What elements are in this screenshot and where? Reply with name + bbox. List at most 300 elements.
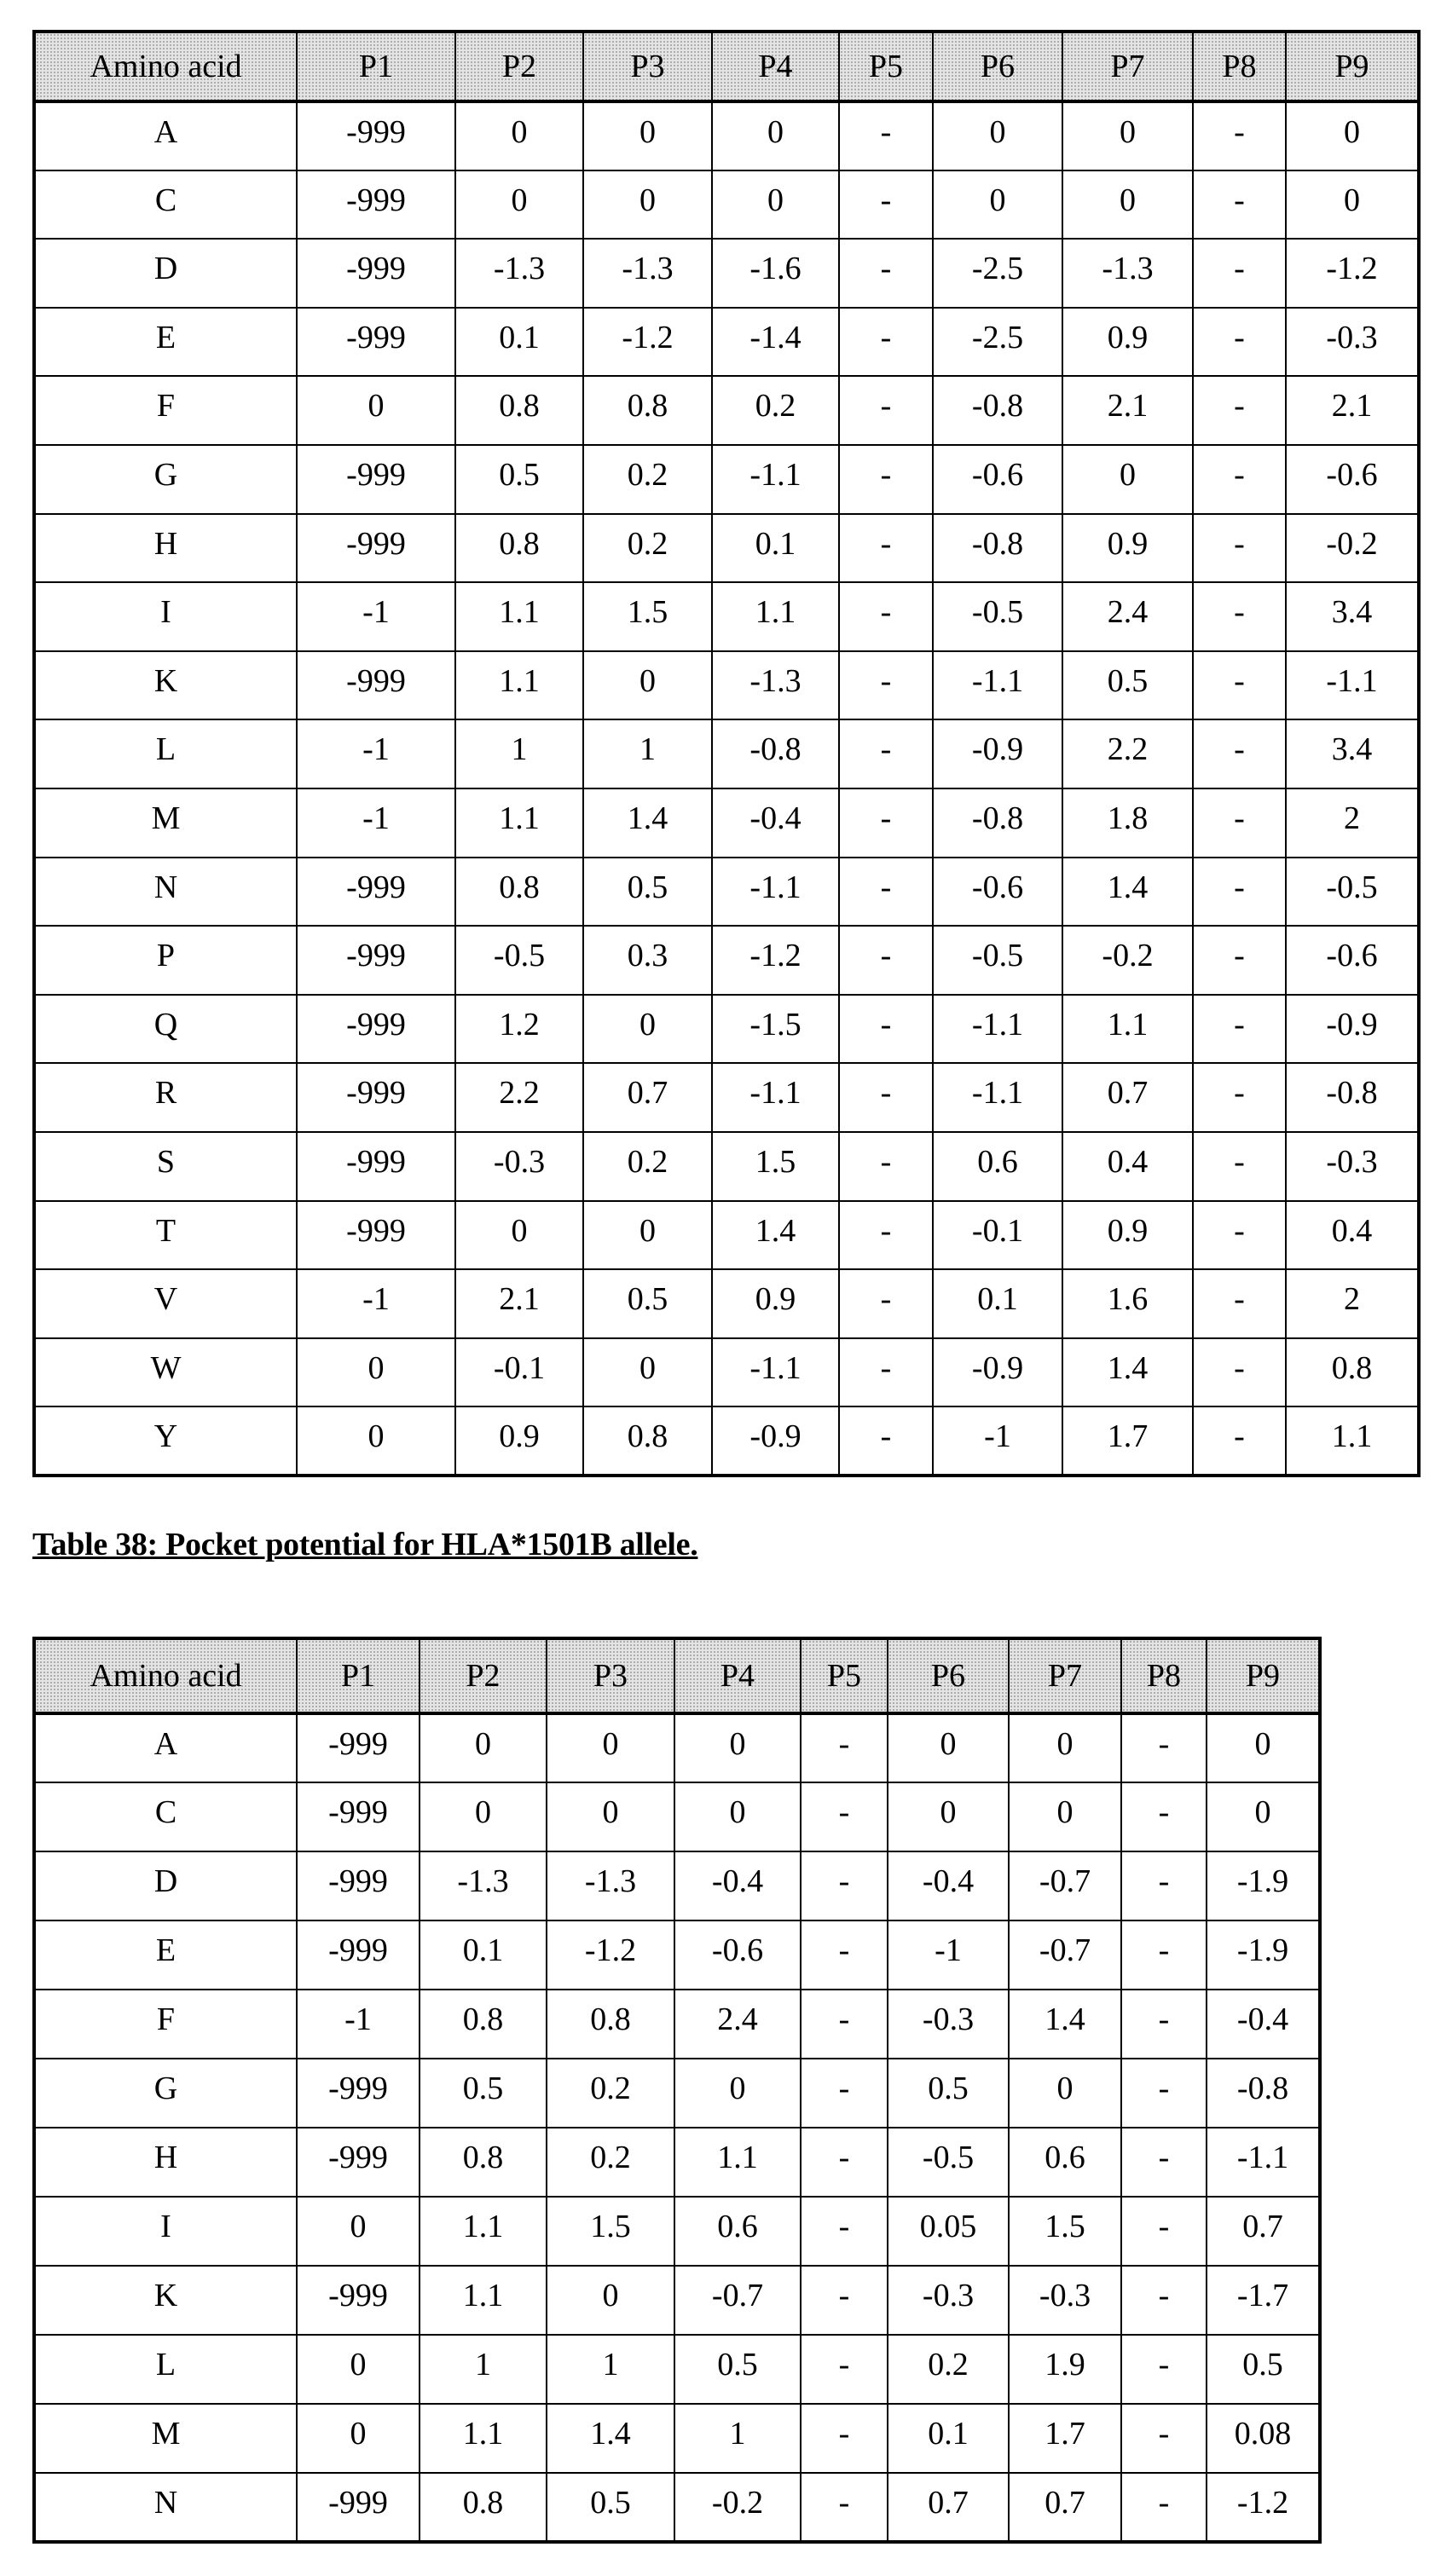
potential-value-cell: -	[1193, 651, 1286, 720]
potential-value-cell: -0.5	[455, 926, 583, 995]
potential-value-cell: 1.4	[712, 1201, 839, 1270]
potential-value-cell: 0.2	[712, 376, 839, 445]
potential-value-cell: 0.4	[1286, 1201, 1419, 1270]
table-row	[34, 2128, 1320, 2197]
amino-acid-cell: I	[34, 2197, 297, 2266]
potential-value-cell: 0.8	[420, 2128, 547, 2197]
potential-value-cell: 0.1	[455, 308, 583, 377]
potential-value-cell: -0.8	[933, 788, 1062, 858]
potential-value-cell: -	[839, 1063, 933, 1132]
potential-value-cell: -	[1193, 1406, 1286, 1476]
potential-value-cell: -	[839, 1269, 933, 1338]
table-header-row	[34, 32, 1419, 101]
table-row	[34, 1782, 1320, 1851]
potential-value-cell: 0	[297, 376, 455, 445]
potential-value-cell: 0.6	[674, 2197, 801, 2266]
potential-value-cell: 1.1	[674, 2128, 801, 2197]
potential-value-cell: 1	[547, 2335, 674, 2404]
potential-value-cell: -1.5	[712, 995, 839, 1064]
potential-value-cell: -0.9	[712, 1406, 839, 1476]
potential-value-cell: -	[839, 995, 933, 1064]
potential-value-cell: 0.7	[1009, 2473, 1121, 2542]
table-row	[34, 1851, 1320, 1920]
potential-value-cell: -	[839, 239, 933, 308]
potential-value-cell: 0.5	[583, 1269, 712, 1338]
column-header: P5	[839, 32, 933, 101]
potential-value-cell: 0.5	[547, 2473, 674, 2542]
potential-value-cell: -	[801, 2059, 888, 2128]
potential-value-cell: 0.5	[888, 2059, 1009, 2128]
potential-value-cell: -	[1121, 1851, 1207, 1920]
potential-value-cell: -	[801, 1713, 888, 1782]
potential-value-cell: 1.5	[1009, 2197, 1121, 2266]
potential-value-cell: -1.1	[1286, 651, 1419, 720]
potential-value-cell: -	[1121, 2197, 1207, 2266]
potential-value-cell: 1.4	[1009, 1990, 1121, 2059]
amino-acid-cell: V	[34, 1269, 297, 1338]
potential-value-cell: -0.2	[1062, 926, 1193, 995]
potential-value-cell: -	[839, 1338, 933, 1407]
potential-value-cell: -0.7	[1009, 1851, 1121, 1920]
potential-value-cell: -	[801, 2335, 888, 2404]
table-row	[34, 1338, 1419, 1407]
potential-value-cell: -0.6	[933, 445, 1062, 514]
potential-value-cell: -1.3	[1062, 239, 1193, 308]
potential-value-cell: 1.1	[420, 2197, 547, 2266]
table-row	[34, 858, 1419, 927]
column-header: P8	[1193, 32, 1286, 101]
potential-value-cell: 1.1	[455, 788, 583, 858]
potential-value-cell: -0.5	[933, 582, 1062, 651]
potential-value-cell: -	[1193, 1338, 1286, 1407]
potential-value-cell: 0	[297, 2197, 420, 2266]
potential-value-cell: -999	[297, 2473, 420, 2542]
potential-value-cell: -1.7	[1207, 2266, 1320, 2335]
potential-value-cell: -0.9	[1286, 995, 1419, 1064]
potential-value-cell: 0.7	[1062, 1063, 1193, 1132]
potential-value-cell: 0	[583, 101, 712, 170]
potential-value-cell: -	[1193, 514, 1286, 583]
potential-value-cell: -2.5	[933, 308, 1062, 377]
potential-value-cell: -	[1121, 1713, 1207, 1782]
potential-value-cell: 0.5	[583, 858, 712, 927]
table-row	[34, 926, 1419, 995]
potential-value-cell: 0.8	[583, 1406, 712, 1476]
potential-value-cell: -999	[297, 858, 455, 927]
potential-value-cell: -	[1193, 1269, 1286, 1338]
potential-value-cell: 0	[674, 1713, 801, 1782]
potential-value-cell: 0.8	[1286, 1338, 1419, 1407]
potential-value-cell: 0	[712, 101, 839, 170]
column-header: P7	[1062, 32, 1193, 101]
potential-value-cell: 0	[547, 1713, 674, 1782]
potential-value-cell: -	[839, 308, 933, 377]
amino-acid-cell: E	[34, 1920, 297, 1990]
potential-value-cell: -999	[297, 1201, 455, 1270]
potential-value-cell: -0.9	[933, 719, 1062, 788]
potential-value-cell: -0.7	[674, 2266, 801, 2335]
potential-value-cell: -1	[933, 1406, 1062, 1476]
potential-value-cell: -1.1	[712, 858, 839, 927]
amino-acid-cell: D	[34, 239, 297, 308]
table-row	[34, 1990, 1320, 2059]
potential-value-cell: -0.7	[1009, 1920, 1121, 1990]
potential-value-cell: 0	[547, 1782, 674, 1851]
potential-value-cell: 0	[1009, 1782, 1121, 1851]
potential-value-cell: -999	[297, 308, 455, 377]
amino-acid-cell: E	[34, 308, 297, 377]
potential-value-cell: -	[1193, 101, 1286, 170]
potential-value-cell: -0.1	[455, 1338, 583, 1407]
potential-value-cell: 0.2	[583, 514, 712, 583]
potential-value-cell: 0	[1009, 1713, 1121, 1782]
table-row	[34, 101, 1419, 170]
potential-value-cell: -	[1121, 2335, 1207, 2404]
potential-value-cell: -0.3	[888, 2266, 1009, 2335]
potential-value-cell: -	[1121, 1920, 1207, 1990]
amino-acid-cell: M	[34, 788, 297, 858]
potential-value-cell: 1	[420, 2335, 547, 2404]
potential-value-cell: -	[1121, 2128, 1207, 2197]
table-row	[34, 788, 1419, 858]
potential-value-cell: 0.2	[547, 2128, 674, 2197]
column-header: P9	[1207, 1638, 1320, 1713]
potential-value-cell: 0.1	[933, 1269, 1062, 1338]
potential-value-cell: -1.1	[933, 1063, 1062, 1132]
column-header: Amino acid	[34, 32, 297, 101]
potential-value-cell: -1	[888, 1920, 1009, 1990]
potential-value-cell: -1.3	[455, 239, 583, 308]
potential-value-cell: -999	[297, 651, 455, 720]
table-row	[34, 1406, 1419, 1476]
amino-acid-cell: A	[34, 101, 297, 170]
potential-value-cell: -0.5	[888, 2128, 1009, 2197]
potential-value-cell: -1.1	[1207, 2128, 1320, 2197]
potential-value-cell: 0.8	[583, 376, 712, 445]
potential-value-cell: 0.6	[933, 1132, 1062, 1201]
potential-value-cell: -1.2	[547, 1920, 674, 1990]
potential-value-cell: 0.5	[1207, 2335, 1320, 2404]
potential-value-cell: -1.1	[712, 445, 839, 514]
table-row	[34, 1713, 1320, 1782]
potential-value-cell: 1.4	[1062, 858, 1193, 927]
potential-value-cell: 1	[455, 719, 583, 788]
potential-value-cell: 2.2	[455, 1063, 583, 1132]
potential-value-cell: 1.1	[420, 2404, 547, 2473]
potential-value-cell: -0.4	[888, 1851, 1009, 1920]
potential-value-cell: -999	[297, 445, 455, 514]
potential-value-cell: -	[1121, 2473, 1207, 2542]
potential-value-cell: -	[1193, 376, 1286, 445]
potential-value-cell: 0	[933, 101, 1062, 170]
potential-value-cell: -	[801, 1920, 888, 1990]
potential-value-cell: 0	[297, 2404, 420, 2473]
potential-value-cell: 0.3	[583, 926, 712, 995]
potential-value-cell: -1.1	[712, 1338, 839, 1407]
potential-value-cell: 0	[933, 170, 1062, 240]
potential-value-cell: 0	[420, 1713, 547, 1782]
potential-value-cell: -	[801, 1990, 888, 2059]
potential-value-cell: -1.2	[712, 926, 839, 995]
potential-value-cell: 0	[583, 1338, 712, 1407]
potential-value-cell: 0	[1062, 445, 1193, 514]
potential-value-cell: 0	[455, 170, 583, 240]
potential-value-cell: -	[839, 1406, 933, 1476]
potential-value-cell: -	[839, 445, 933, 514]
potential-value-cell: 0.8	[420, 1990, 547, 2059]
potential-value-cell: -	[839, 514, 933, 583]
potential-value-cell: -0.2	[1286, 514, 1419, 583]
potential-value-cell: -0.5	[933, 926, 1062, 995]
table-row	[34, 1132, 1419, 1201]
amino-acid-cell: C	[34, 1782, 297, 1851]
column-header: P1	[297, 1638, 420, 1713]
potential-value-cell: -1	[297, 1990, 420, 2059]
potential-value-cell: 0.9	[455, 1406, 583, 1476]
potential-value-cell: 0	[455, 1201, 583, 1270]
table-row	[34, 2059, 1320, 2128]
amino-acid-cell: P	[34, 926, 297, 995]
potential-value-cell: -0.6	[1286, 926, 1419, 995]
table-row	[34, 995, 1419, 1064]
potential-value-cell: -	[839, 376, 933, 445]
potential-value-cell: -1.1	[933, 651, 1062, 720]
potential-value-cell: 0.5	[455, 445, 583, 514]
potential-value-cell: -	[839, 926, 933, 995]
potential-value-cell: -	[839, 170, 933, 240]
column-header: P7	[1009, 1638, 1121, 1713]
potential-value-cell: -0.6	[674, 1920, 801, 1990]
potential-value-cell: -	[839, 788, 933, 858]
potential-value-cell: 0.2	[547, 2059, 674, 2128]
potential-value-cell: 2.1	[1286, 376, 1419, 445]
amino-acid-cell: N	[34, 858, 297, 927]
potential-value-cell: -	[801, 2473, 888, 2542]
potential-value-cell: -	[839, 582, 933, 651]
amino-acid-cell: F	[34, 1990, 297, 2059]
potential-value-cell: 0.2	[888, 2335, 1009, 2404]
potential-value-cell: -	[1193, 788, 1286, 858]
amino-acid-cell: C	[34, 170, 297, 240]
potential-value-cell: -	[839, 1201, 933, 1270]
table-38-title: Table 38: Pocket potential for HLA*1501B allele.	[32, 1526, 697, 1563]
potential-value-cell: 0.1	[712, 514, 839, 583]
potential-value-cell: -999	[297, 239, 455, 308]
table-row	[34, 514, 1419, 583]
potential-value-cell: 2.1	[455, 1269, 583, 1338]
potential-value-cell: 0	[1207, 1782, 1320, 1851]
potential-value-cell: -	[1121, 2059, 1207, 2128]
potential-value-cell: 1.4	[583, 788, 712, 858]
table-row	[34, 1269, 1419, 1338]
potential-value-cell: 0.8	[420, 2473, 547, 2542]
potential-value-cell: 1.4	[1062, 1338, 1193, 1407]
potential-value-cell: -0.5	[1286, 858, 1419, 927]
potential-value-cell: -	[1193, 926, 1286, 995]
potential-value-cell: -	[801, 2197, 888, 2266]
table-row	[34, 719, 1419, 788]
potential-value-cell: -	[1193, 239, 1286, 308]
potential-value-cell: -	[801, 2128, 888, 2197]
potential-value-cell: -	[1121, 1990, 1207, 2059]
potential-value-cell: -	[1193, 582, 1286, 651]
potential-value-cell: 0.9	[712, 1269, 839, 1338]
column-header: P8	[1121, 1638, 1207, 1713]
amino-acid-cell: D	[34, 1851, 297, 1920]
potential-value-cell: 0.5	[1062, 651, 1193, 720]
potential-value-cell: 0.05	[888, 2197, 1009, 2266]
column-header: P6	[933, 32, 1062, 101]
potential-value-cell: -0.8	[1286, 1063, 1419, 1132]
potential-value-cell: -999	[297, 1920, 420, 1990]
potential-value-cell: -	[801, 1851, 888, 1920]
potential-value-cell: 0.2	[583, 1132, 712, 1201]
potential-value-cell: -	[801, 1782, 888, 1851]
potential-value-cell: 1	[674, 2404, 801, 2473]
potential-value-cell: -999	[297, 1063, 455, 1132]
table-row	[34, 445, 1419, 514]
potential-value-cell: 1	[583, 719, 712, 788]
potential-value-cell: 0	[1286, 101, 1419, 170]
potential-value-cell: 0	[674, 1782, 801, 1851]
potential-value-cell: 2.1	[1062, 376, 1193, 445]
potential-value-cell: 1.1	[712, 582, 839, 651]
amino-acid-cell: L	[34, 719, 297, 788]
potential-value-cell: 0.7	[1207, 2197, 1320, 2266]
column-header: Amino acid	[34, 1638, 297, 1713]
table-row	[34, 582, 1419, 651]
potential-value-cell: -1	[297, 788, 455, 858]
potential-value-cell: -	[839, 1132, 933, 1201]
potential-value-cell: -0.9	[933, 1338, 1062, 1407]
potential-value-cell: 0.7	[583, 1063, 712, 1132]
potential-value-cell: 2.4	[674, 1990, 801, 2059]
potential-value-cell: -1	[297, 719, 455, 788]
potential-value-cell: -0.4	[712, 788, 839, 858]
amino-acid-cell: T	[34, 1201, 297, 1270]
potential-value-cell: 0	[712, 170, 839, 240]
potential-value-cell: -0.6	[933, 858, 1062, 927]
table-row	[34, 2335, 1320, 2404]
column-header: P1	[297, 32, 455, 101]
potential-value-cell: -0.3	[455, 1132, 583, 1201]
potential-value-cell: 0	[1286, 170, 1419, 240]
table-row	[34, 1920, 1320, 1990]
potential-value-cell: 0.2	[583, 445, 712, 514]
table-row	[34, 1063, 1419, 1132]
potential-value-cell: 0	[455, 101, 583, 170]
potential-value-cell: -2.5	[933, 239, 1062, 308]
potential-value-cell: 0.9	[1062, 1201, 1193, 1270]
potential-value-cell: -1.3	[583, 239, 712, 308]
amino-acid-cell: H	[34, 2128, 297, 2197]
potential-value-cell: -999	[297, 926, 455, 995]
table-row	[34, 2266, 1320, 2335]
potential-value-cell: 0	[583, 651, 712, 720]
potential-value-cell: 0.08	[1207, 2404, 1320, 2473]
potential-value-cell: -0.4	[1207, 1990, 1320, 2059]
potential-value-cell: 0	[297, 1338, 455, 1407]
potential-value-cell: 0	[547, 2266, 674, 2335]
potential-value-cell: -1.3	[547, 1851, 674, 1920]
column-header: P6	[888, 1638, 1009, 1713]
potential-value-cell: -1.9	[1207, 1920, 1320, 1990]
amino-acid-cell: L	[34, 2335, 297, 2404]
potential-value-cell: 0	[888, 1713, 1009, 1782]
column-header: P5	[801, 1638, 888, 1713]
potential-value-cell: -999	[297, 1851, 420, 1920]
potential-value-cell: 1.9	[1009, 2335, 1121, 2404]
potential-value-cell: -1.3	[420, 1851, 547, 1920]
potential-value-cell: 2	[1286, 788, 1419, 858]
table-row	[34, 239, 1419, 308]
column-header: P4	[674, 1638, 801, 1713]
column-header: P2	[455, 32, 583, 101]
potential-value-cell: -	[1121, 2266, 1207, 2335]
amino-acid-cell: N	[34, 2473, 297, 2542]
potential-value-cell: -999	[297, 1132, 455, 1201]
amino-acid-cell: A	[34, 1713, 297, 1782]
potential-value-cell: 0	[297, 1406, 455, 1476]
amino-acid-cell: G	[34, 445, 297, 514]
potential-value-cell: 0.7	[888, 2473, 1009, 2542]
potential-value-cell: -	[1193, 719, 1286, 788]
potential-value-cell: -	[839, 101, 933, 170]
potential-value-cell: -999	[297, 2059, 420, 2128]
potential-value-cell: -0.3	[1286, 1132, 1419, 1201]
potential-value-cell: 0.4	[1062, 1132, 1193, 1201]
potential-value-cell: -1	[297, 582, 455, 651]
potential-value-cell: -1.4	[712, 308, 839, 377]
potential-value-cell: -0.8	[933, 376, 1062, 445]
potential-value-cell: -	[839, 858, 933, 927]
amino-acid-cell: W	[34, 1338, 297, 1407]
potential-value-cell: -999	[297, 995, 455, 1064]
potential-value-cell: -1	[297, 1269, 455, 1338]
potential-value-cell: 1.7	[1009, 2404, 1121, 2473]
column-header: P9	[1286, 32, 1419, 101]
potential-value-cell: -0.8	[933, 514, 1062, 583]
potential-value-cell: 1.2	[455, 995, 583, 1064]
potential-value-cell: 0	[888, 1782, 1009, 1851]
potential-value-cell: -	[1121, 2404, 1207, 2473]
table-row	[34, 308, 1419, 377]
column-header: P4	[712, 32, 839, 101]
potential-value-cell: 1.1	[420, 2266, 547, 2335]
table-row	[34, 651, 1419, 720]
potential-value-cell: -1.3	[712, 651, 839, 720]
potential-value-cell: -	[1193, 170, 1286, 240]
potential-value-cell: 0.1	[888, 2404, 1009, 2473]
column-header: P3	[547, 1638, 674, 1713]
amino-acid-cell: K	[34, 2266, 297, 2335]
potential-value-cell: -	[1193, 1132, 1286, 1201]
potential-value-cell: 2.2	[1062, 719, 1193, 788]
potential-value-cell: 0.8	[455, 376, 583, 445]
potential-value-cell: -999	[297, 101, 455, 170]
potential-value-cell: 1.7	[1062, 1406, 1193, 1476]
potential-value-cell: 0.9	[1062, 514, 1193, 583]
amino-acid-cell: G	[34, 2059, 297, 2128]
potential-value-cell: 1.5	[712, 1132, 839, 1201]
potential-value-cell: 0	[583, 170, 712, 240]
potential-value-cell: -	[801, 2404, 888, 2473]
potential-value-cell: -1.1	[712, 1063, 839, 1132]
potential-value-cell: -0.6	[1286, 445, 1419, 514]
potential-value-cell: -0.3	[888, 1990, 1009, 2059]
potential-value-cell: -999	[297, 1782, 420, 1851]
potential-value-cell: -0.8	[1207, 2059, 1320, 2128]
